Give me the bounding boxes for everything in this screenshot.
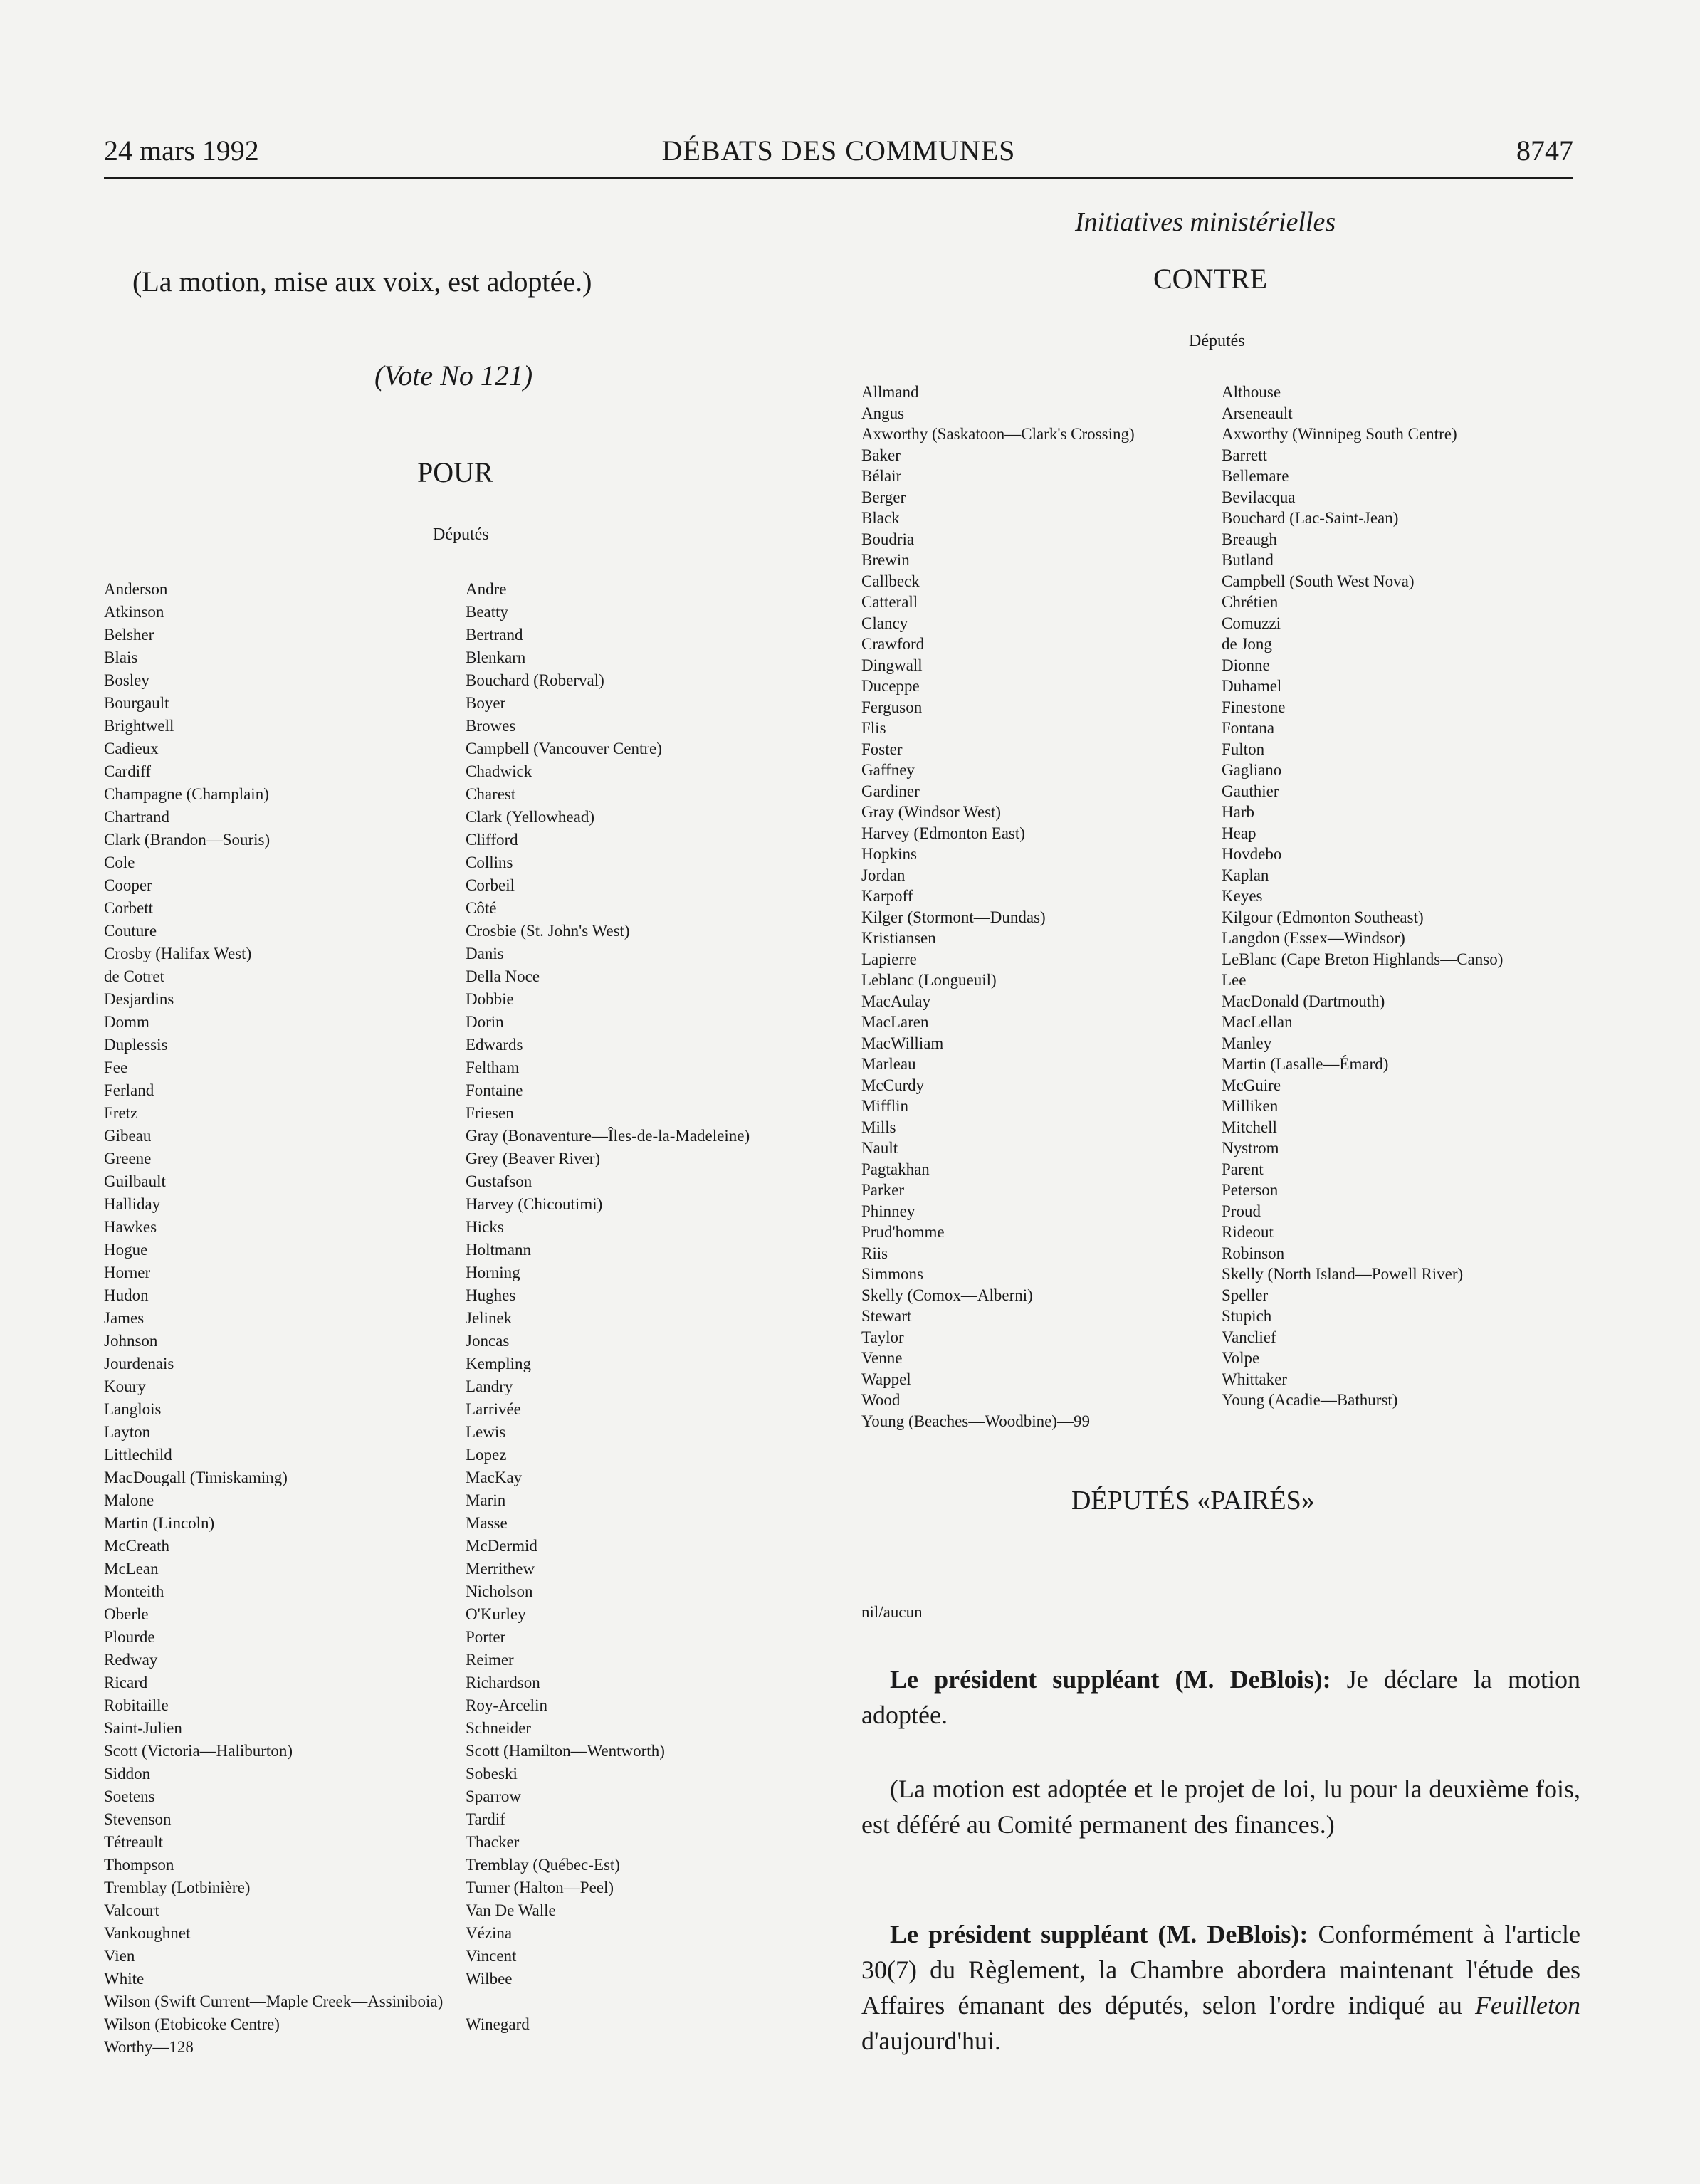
member-name: Axworthy (Winnipeg South Centre) [1222,425,1457,443]
member-name: Bourgault [104,694,169,712]
member-name: Vankoughnet [104,1924,191,1942]
member-name: Black [861,509,900,527]
member-name: Collins [466,854,513,871]
member-name: Callbeck [861,572,920,590]
member-name: Duhamel [1222,677,1282,695]
member-name: Rideout [1222,1223,1274,1241]
member-name: Hawkes [104,1218,157,1236]
member-name: Belsher [104,626,154,644]
member-name: McGuire [1222,1076,1281,1094]
member-name: Boyer [466,694,506,712]
para3-text-a: Conformément à l'article 30(7) du Règlement, la Chambre abordera maintenant l'étude des Affaires émanant des députés, selon l'ordre indiqué au [861,1920,1580,2020]
member-name: Littlechild [104,1446,172,1464]
member-name: Jelinek [466,1309,513,1327]
member-name: Tétreault [104,1833,164,1851]
paragraph-1 [861,1661,1580,1733]
member-name: Dorin [466,1013,504,1031]
member-name: Cooper [104,876,152,894]
contre-deputes-label: Députés [1189,332,1245,350]
member-name: Feltham [466,1059,520,1076]
member-name: Prud'homme [861,1223,945,1241]
member-name: Butland [1222,551,1274,569]
member-name: Gagliano [1222,761,1282,779]
member-name: Simmons [861,1265,923,1283]
member-name: Baker [861,446,901,464]
member-name: Marleau [861,1055,916,1073]
member-name: Pagtakhan [861,1160,930,1178]
member-name: Chadwick [466,762,532,780]
member-name: Jourdenais [104,1355,174,1372]
member-name: Lapierre [861,950,917,968]
member-name: Bevilacqua [1222,488,1296,506]
member-name: Dobbie [466,990,514,1008]
member-name: Bosley [104,671,149,689]
member-name: Young (Acadie—Bathurst) [1222,1391,1398,1409]
member-name: Thompson [104,1856,174,1874]
member-name: Hudon [104,1286,149,1304]
member-name: Vanclief [1222,1328,1276,1346]
member-name: Nicholson [466,1582,533,1600]
member-name: McDermid [466,1537,537,1555]
member-name: Robinson [1222,1244,1285,1262]
member-name: Saint-Julien [104,1719,182,1737]
member-name: Parent [1222,1160,1264,1178]
member-name: Beatty [466,603,509,621]
header-page-number: 8747 [1516,135,1573,167]
member-name: Malone [104,1491,154,1509]
member-name: Winegard [466,2015,530,2033]
member-name: Peterson [1222,1181,1279,1199]
member-name: Flis [861,719,886,737]
member-name: Kaplan [1222,866,1269,884]
member-name: Kristiansen [861,929,936,947]
member-name: Domm [104,1013,149,1031]
para3-italic: Feuilleton [1475,1991,1580,2020]
member-name: O'Kurley [466,1605,526,1623]
member-name: Angus [861,404,905,422]
member-name: Harvey (Chicoutimi) [466,1195,603,1213]
member-name: Ferguson [861,698,923,716]
pour-names-column-1 [104,578,443,2059]
member-name: Côté [466,899,497,917]
member-name: Kilger (Stormont—Dundas) [861,908,1046,926]
member-name: Martin (Lincoln) [104,1514,215,1532]
member-name: Desjardins [104,990,174,1008]
member-name: Mills [861,1118,896,1136]
member-name: Plourde [104,1628,155,1646]
member-name: MacLellan [1222,1013,1293,1031]
member-name: Grey (Beaver River) [466,1150,601,1167]
member-name: Proud [1222,1202,1261,1220]
vote-number: (Vote No 121) [374,359,533,392]
member-name: Bellemare [1222,467,1289,485]
contre-names-column-2 [1222,382,1503,1411]
member-name: MacLaren [861,1013,929,1031]
member-name: Campbell (Vancouver Centre) [466,740,662,757]
member-name: Nystrom [1222,1139,1279,1157]
member-name: Champagne (Champlain) [104,785,269,803]
member-name: Koury [104,1377,146,1395]
member-name: Wood [861,1391,901,1409]
member-name: Cole [104,854,135,871]
member-name: Gibeau [104,1127,152,1145]
para2-text: (La motion est adoptée et le projet de loi, lu pour la deuxième fois, est déféré au Comité permanent des finances.) [861,1775,1580,1839]
member-name: Fee [104,1059,128,1076]
member-name: Langlois [104,1400,162,1418]
member-name: Duceppe [861,677,920,695]
member-name: Greene [104,1150,152,1167]
member-name: Volpe [1222,1349,1260,1367]
member-name: Young (Beaches—Woodbine)—99 [861,1412,1090,1430]
member-name: Charest [466,785,516,803]
member-name: Dionne [1222,656,1270,674]
member-name: Bertrand [466,626,523,644]
member-name: Parker [861,1181,905,1199]
page-header [104,134,1573,177]
member-name: Richardson [466,1674,540,1691]
member-name: Thacker [466,1833,520,1851]
member-name: Chrétien [1222,593,1279,611]
member-name: Mitchell [1222,1118,1277,1136]
member-name: Horner [104,1264,151,1281]
member-name: Althouse [1222,383,1281,401]
member-name: McCurdy [861,1076,925,1094]
member-name: de Cotret [104,967,164,985]
member-name: Clark (Brandon—Souris) [104,831,271,849]
para3-text-b: d'aujourd'hui. [861,2027,1001,2055]
member-name: Blais [104,649,138,666]
member-name: Bouchard (Roberval) [466,671,604,689]
member-name: Catterall [861,593,918,611]
member-name: Vincent [466,1947,517,1965]
member-name: Arseneault [1222,404,1293,422]
member-name: Karpoff [861,887,913,905]
member-name: LeBlanc (Cape Breton Highlands—Canso) [1222,950,1504,968]
member-name: Clancy [861,614,908,632]
member-name: de Jong [1222,635,1272,653]
member-name: Hovdebo [1222,845,1282,863]
member-name: Crosbie (St. John's West) [466,922,630,940]
pour-names-column-2 [466,578,750,2036]
member-name: Leblanc (Longueuil) [861,971,997,989]
member-name: Redway [104,1651,158,1669]
member-name: Milliken [1222,1097,1279,1115]
member-name: Schneider [466,1719,531,1737]
member-name: Wappel [861,1370,911,1388]
member-name: Edwards [466,1036,523,1054]
member-name: Hopkins [861,845,917,863]
para1-text: Je déclare la motion adoptée. [861,1665,1580,1729]
member-name: Browes [466,717,516,735]
para1-speaker: Le président suppléant (M. DeBlois): [890,1665,1331,1694]
member-name: Speller [1222,1286,1269,1304]
member-name: Hughes [466,1286,516,1304]
member-name: Skelly (North Island—Powell River) [1222,1265,1464,1283]
member-name: Comuzzi [1222,614,1281,632]
member-name: Crawford [861,635,925,653]
member-name: Crosby (Halifax West) [104,945,252,962]
member-name: Gardiner [861,782,920,800]
paired-nil: nil/aucun [861,1603,923,1621]
member-name: Tardif [466,1810,505,1828]
member-name: Lopez [466,1446,507,1464]
header-rule [104,177,1573,179]
member-name: Wilson (Etobicoke Centre) [104,2015,280,2033]
member-name: Fretz [104,1104,138,1122]
member-name: Duplessis [104,1036,168,1054]
member-name: Masse [466,1514,508,1532]
member-name: Harb [1222,803,1254,821]
member-name: Brightwell [104,717,174,735]
member-name: Holtmann [466,1241,531,1259]
member-name: Breaugh [1222,530,1277,548]
member-name: Hogue [104,1241,148,1259]
member-name: Harvey (Edmonton East) [861,824,1025,842]
paragraph-2 [861,1771,1580,1842]
header-date: 24 mars 1992 [104,135,259,167]
member-name: Bélair [861,467,902,485]
paragraph-3 [861,1916,1580,2059]
pour-deputes-label: Députés [433,525,489,544]
pour-heading: POUR [417,456,493,488]
member-name: Lewis [466,1423,506,1441]
member-name: Wilbee [466,1970,513,1988]
member-name: Boudria [861,530,915,548]
member-name: Landry [466,1377,513,1395]
member-name: Turner (Halton—Peel) [466,1879,614,1896]
member-name: Robitaille [104,1696,169,1714]
member-name: Joncas [466,1332,510,1350]
member-name: Bouchard (Lac-Saint-Jean) [1222,509,1399,527]
member-name: Sobeski [466,1765,518,1783]
member-name: MacKay [466,1469,523,1486]
member-name: Sparrow [466,1787,521,1805]
member-name: Reimer [466,1651,514,1669]
member-name: MacAulay [861,992,931,1010]
member-name: Vien [104,1947,135,1965]
member-name: Della Noce [466,967,540,985]
member-name: Martin (Lasalle—Émard) [1222,1055,1389,1073]
member-name: Dingwall [861,656,923,674]
member-name: Corbett [104,899,153,917]
member-name: MacDougall (Timiskaming) [104,1469,288,1486]
member-name: Allmand [861,383,919,401]
member-name: Phinney [861,1202,915,1220]
member-name: Scott (Hamilton—Wentworth) [466,1742,665,1760]
member-name: Andre [466,580,507,598]
motion-result: (La motion, mise aux voix, est adoptée.) [132,266,592,298]
member-name: Foster [861,740,903,758]
member-name: Halliday [104,1195,161,1213]
member-name: Campbell (South West Nova) [1222,572,1415,590]
member-name: Hicks [466,1218,504,1236]
member-name: Couture [104,922,157,940]
contre-heading: CONTRE [1153,263,1267,295]
member-name: Marin [466,1491,506,1509]
member-name: Cardiff [104,762,152,780]
member-name: Stupich [1222,1307,1272,1325]
member-name: Tremblay (Québec-Est) [466,1856,620,1874]
member-name: Fontana [1222,719,1275,737]
member-name: Scott (Victoria—Haliburton) [104,1742,293,1760]
member-name: Ricard [104,1674,148,1691]
contre-names-column-1 [861,382,1135,1432]
para3-speaker: Le président suppléant (M. DeBlois): [890,1920,1308,1948]
member-name: Keyes [1222,887,1263,905]
member-name: Larrivée [466,1400,521,1418]
member-name: Brewin [861,551,910,569]
member-name: Stewart [861,1307,912,1325]
member-name: Anderson [104,580,168,598]
member-name: Skelly (Comox—Alberni) [861,1286,1033,1304]
member-name: Axworthy (Saskatoon—Clark's Crossing) [861,425,1135,443]
member-name: Fulton [1222,740,1265,758]
member-name: Taylor [861,1328,904,1346]
member-name: MacWilliam [861,1034,944,1052]
member-name: Layton [104,1423,151,1441]
member-name: Van De Walle [466,1901,556,1919]
member-name: Siddon [104,1765,151,1783]
member-name: Worthy—128 [104,2038,194,2056]
member-name: Riis [861,1244,888,1262]
member-name: Lee [1222,971,1247,989]
member-name: Mifflin [861,1097,909,1115]
member-name: Roy-Arcelin [466,1696,547,1714]
section-label: Initiatives ministérielles [1075,207,1336,237]
member-name: Finestone [1222,698,1286,716]
member-name: Danis [466,945,504,962]
member-name: McCreath [104,1537,169,1555]
member-name: Gaffney [861,761,915,779]
member-name: Tremblay (Lotbinière) [104,1879,251,1896]
member-name: Cadieux [104,740,159,757]
member-name: Gray (Windsor West) [861,803,1002,821]
member-name: Barrett [1222,446,1267,464]
member-name: Berger [861,488,906,506]
member-name: Nault [861,1139,898,1157]
member-name: Vézina [466,1924,513,1942]
member-name: Wilson (Swift Current—Maple Creek—Assiniboia) [104,1993,444,2010]
member-name: Horning [466,1264,520,1281]
member-name: Ferland [104,1081,154,1099]
member-name: Whittaker [1222,1370,1287,1388]
member-name: Friesen [466,1104,514,1122]
member-name: Kempling [466,1355,531,1372]
member-name [466,1990,750,2013]
member-name: Kilgour (Edmonton Southeast) [1222,908,1424,926]
member-name: James [104,1309,145,1327]
member-name: MacDonald (Dartmouth) [1222,992,1385,1010]
member-name: Clark (Yellowhead) [466,808,594,826]
member-name: Merrithew [466,1560,535,1577]
member-name: Atkinson [104,603,164,621]
member-name: Jordan [861,866,906,884]
member-name: White [104,1970,145,1988]
member-name: Stevenson [104,1810,172,1828]
member-name: Guilbault [104,1172,166,1190]
member-name: Johnson [104,1332,158,1350]
member-name: Chartrand [104,808,169,826]
member-name: Oberle [104,1605,149,1623]
member-name: Blenkarn [466,649,526,666]
member-name: Fontaine [466,1081,523,1099]
header-title: DÉBATS DES COMMUNES [661,135,1016,167]
member-name: Venne [861,1349,903,1367]
member-name: Langdon (Essex—Windsor) [1222,929,1405,947]
member-name: Monteith [104,1582,164,1600]
member-name: McLean [104,1560,159,1577]
member-name: Gauthier [1222,782,1279,800]
member-name: Gustafson [466,1172,532,1190]
member-name: Valcourt [104,1901,159,1919]
member-name: Clifford [466,831,518,849]
member-name: Heap [1222,824,1256,842]
member-name: Soetens [104,1787,155,1805]
member-name: Manley [1222,1034,1272,1052]
member-name: Gray (Bonaventure—Îles-de-la-Madeleine) [466,1127,750,1145]
paired-heading: DÉPUTÉS «PAIRÉS» [1071,1486,1315,1516]
member-name: Corbeil [466,876,515,894]
member-name: Porter [466,1628,506,1646]
